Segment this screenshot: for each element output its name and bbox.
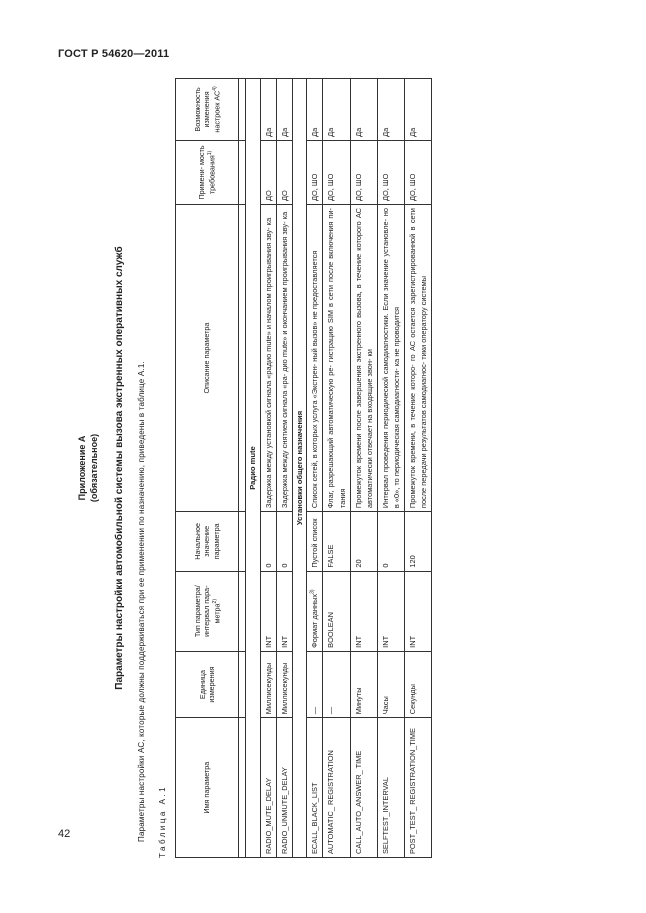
intro-paragraph: Параметры настройки АС, которые должны поддерживаться при ее применении по назначению, приведены в таблице А.1. — [137, 361, 147, 842]
table-row — [377, 79, 404, 858]
section-row — [292, 79, 306, 858]
cell-type-sup: 3) — [309, 589, 316, 594]
cell-name: RADIO_MUTE_DELAY — [260, 718, 276, 858]
rotated-page-content — [72, 78, 582, 858]
cell-changeable: Да — [377, 79, 404, 141]
table-spacer-row — [239, 79, 246, 858]
table-body — [246, 79, 432, 858]
cell-type: INT — [405, 571, 432, 651]
spacer-cell — [239, 718, 246, 858]
header-changeable-text: Возможность изменения настроек АС — [192, 87, 222, 133]
cell-applicability: ДО, ШО — [405, 140, 432, 204]
appendix-subtitle: (обязательное) — [89, 433, 100, 503]
cell-type: INT — [276, 571, 292, 651]
cell-initial: FALSE — [323, 512, 350, 572]
table-row — [323, 79, 350, 858]
table-row — [307, 79, 323, 858]
cell-description: Задержка между снятием сигнала «ра- дио mute» и окончанием проигрывания зву- ка — [276, 205, 292, 512]
spacer-cell — [239, 512, 246, 572]
cell-changeable: Да — [276, 79, 292, 141]
cell-initial: 0 — [260, 512, 276, 572]
cell-initial: 120 — [405, 512, 432, 572]
table-row — [260, 79, 276, 858]
cell-applicability: ДО, ШО — [350, 140, 377, 204]
header-type-text: Тип параметра/ интервал пара- метра — [192, 585, 222, 638]
spacer-cell — [239, 651, 246, 717]
header-applicability-text: Примени- мость требования — [197, 145, 217, 200]
table-row — [405, 79, 432, 858]
cell-applicability: ДО, ШО — [307, 140, 323, 204]
cell-name: CALL_AUTO_ANSWER_ TIME — [350, 718, 377, 858]
cell-type: INT — [260, 571, 276, 651]
cell-unit: — — [307, 651, 323, 717]
cell-initial: 0 — [377, 512, 404, 572]
appendix-title: Приложение А — [77, 435, 87, 501]
header-type-sup: 2) — [211, 599, 218, 604]
header-initial: Начальное значение параметра — [176, 512, 239, 572]
section-title: Радио mute — [246, 79, 260, 858]
main-title: Параметры настройки автомобильной системы вызова экстренных оперативных служб — [114, 246, 126, 690]
header-applicability — [176, 140, 239, 204]
table-header-row — [176, 79, 239, 858]
cell-applicability: ДО — [276, 140, 292, 204]
table-row — [276, 79, 292, 858]
cell-type: BOOLEAN — [323, 571, 350, 651]
spacer-cell — [239, 140, 246, 204]
cell-name: POST_TEST_ REGISTRATION_TIME — [405, 718, 432, 858]
cell-name: AUTOMATIC_ REGISTRATION — [323, 718, 350, 858]
cell-type — [307, 571, 323, 651]
cell-description: Промежуток времени после завершения экстренного вызова, в течение которого АС автоматически отвечает на входящие звон- ки — [350, 205, 377, 512]
table-label: Таблица А.1 — [158, 784, 168, 858]
cell-type: INT — [350, 571, 377, 651]
cell-name: ECALL_BLACK_LIST — [307, 718, 323, 858]
cell-description: Интервал проведения периодической самодиагностики. Если значение установле- но в «0», то периодическая самодиагности- ка не проводится — [377, 205, 404, 512]
cell-unit: Часы — [377, 651, 404, 717]
cell-unit: Миллисекунды — [260, 651, 276, 717]
spacer-cell — [239, 571, 246, 651]
spacer-cell — [239, 79, 246, 141]
cell-description: Задержка между установкой сигнала «радио mute» и началом проигрывания зву- ка — [260, 205, 276, 512]
cell-name: SELFTEST_INTERVAL — [377, 718, 404, 858]
header-name: Имя параметра — [176, 718, 239, 858]
header-description: Описание параметра — [176, 205, 239, 512]
cell-description: Список сетей, в которых услуга «Экстрен- ный вызов» не предоставляется — [307, 205, 323, 512]
table-row — [350, 79, 377, 858]
cell-initial: Пустой список — [307, 512, 323, 572]
cell-changeable: Да — [307, 79, 323, 141]
cell-initial: 0 — [276, 512, 292, 572]
cell-applicability: ДО, ШО — [323, 140, 350, 204]
cell-applicability: ДО — [260, 140, 276, 204]
cell-changeable: Да — [405, 79, 432, 141]
header-unit: Единица измерения — [176, 651, 239, 717]
cell-unit: Миллисекунды — [276, 651, 292, 717]
cell-initial: 20 — [350, 512, 377, 572]
cell-description: Флаг, разрешающий автоматическую ре- гистрацию SIM в сети после включения пи- тания — [323, 205, 350, 512]
cell-unit: Минуты — [350, 651, 377, 717]
document-code: ГОСТ Р 54620—2011 — [58, 48, 170, 60]
cell-name: RADIO_UNMUTE_DELAY — [276, 718, 292, 858]
spacer-cell — [239, 205, 246, 512]
parameters-table — [175, 78, 432, 858]
section-row — [246, 79, 260, 858]
header-changeable-sup: 4) — [211, 86, 218, 91]
header-changeable — [176, 79, 239, 141]
cell-applicability: ДО, ШО — [377, 140, 404, 204]
page-number: 42 — [58, 828, 71, 840]
header-type — [176, 571, 239, 651]
cell-unit: Секунды — [405, 651, 432, 717]
header-applicability-sup: 1) — [207, 150, 214, 156]
cell-changeable: Да — [323, 79, 350, 141]
cell-unit: — — [323, 651, 350, 717]
cell-type: INT — [377, 571, 404, 651]
cell-type-text: Формат данных — [310, 593, 320, 648]
section-title: Установки общего назначения — [292, 79, 306, 858]
cell-changeable: Да — [350, 79, 377, 141]
cell-description: Промежуток времени, в течение которо- го АС остается зарегистрированной в сети после передачи результатов самодиагнос- тики оператору системы — [405, 205, 432, 512]
cell-changeable: Да — [260, 79, 276, 141]
